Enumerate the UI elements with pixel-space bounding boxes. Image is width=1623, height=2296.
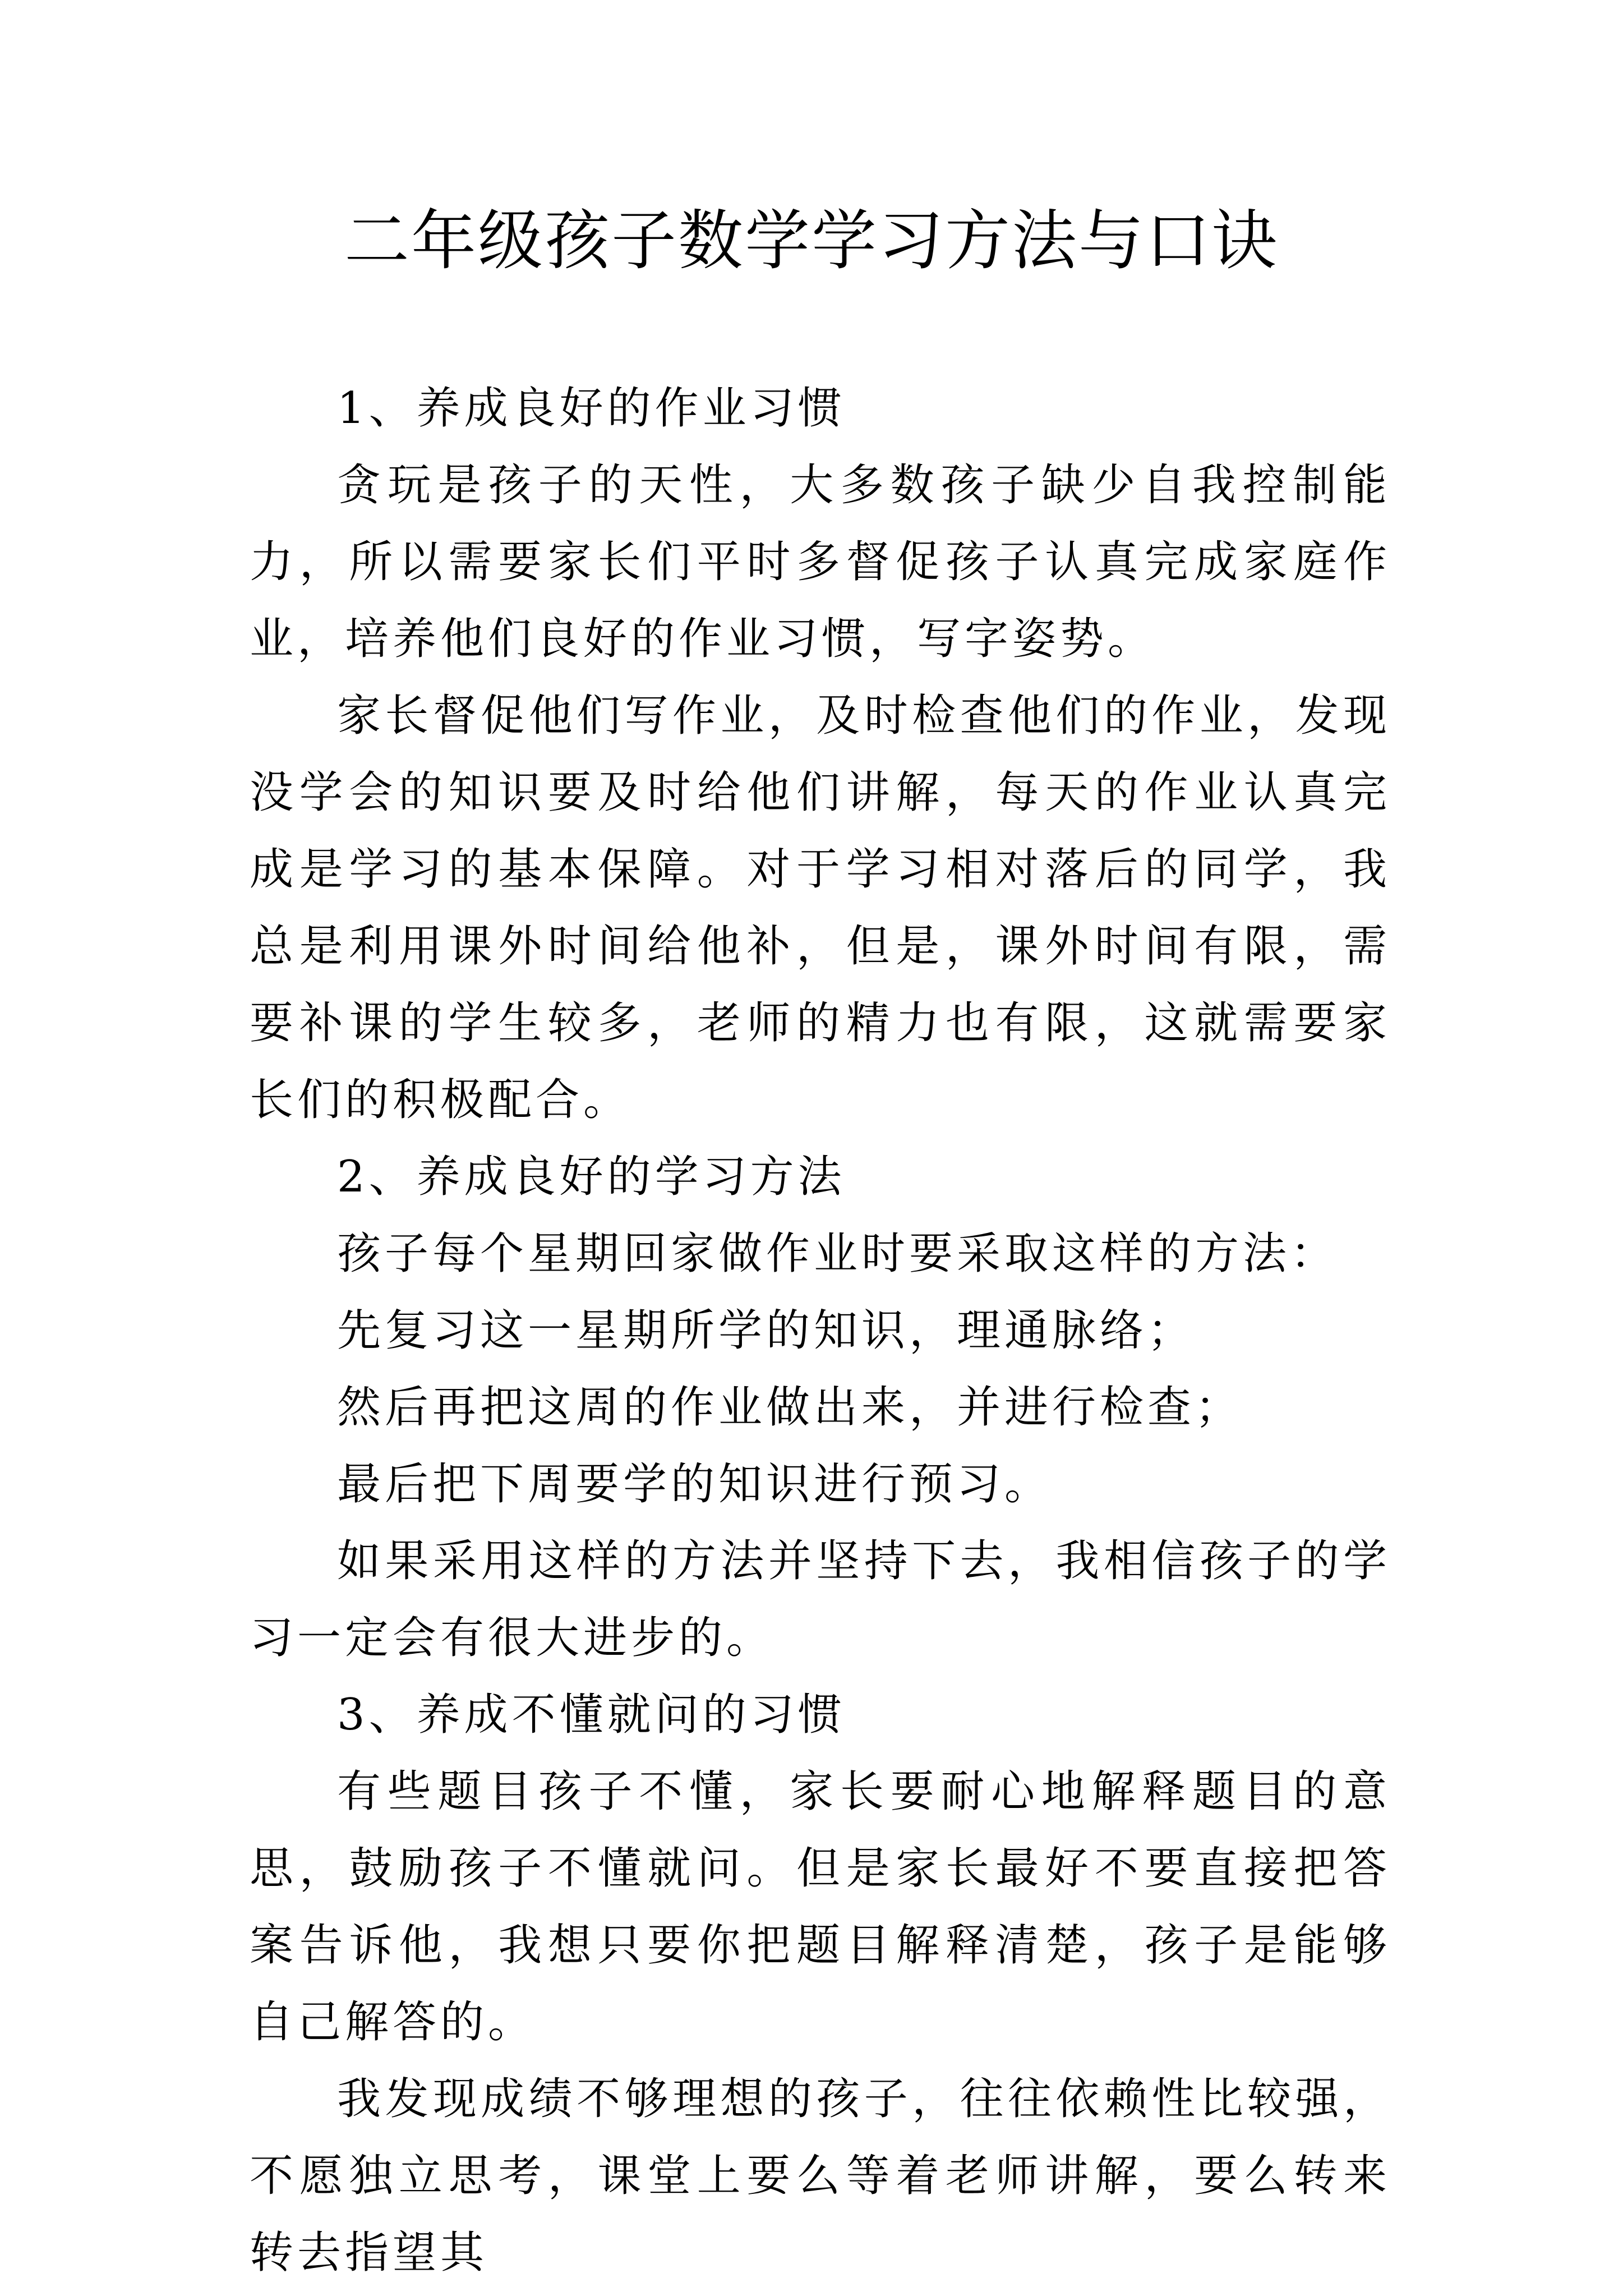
paragraph: 家长督促他们写作业，及时检查他们的作业，发现没学会的知识要及时给他们讲解，每天的作业认真完成是学习的基本保障。对于学习相对落后的同学，我总是利用课外时间给他补，但是，课外时间有限，需要补课的学生较多，老师的精力也有限，这就需要家长们的积极配合。	[250, 691, 1391, 1125]
paragraph: 孩子每个星期回家做作业时要采取这样的方法：	[337, 1228, 1339, 1279]
paragraph: 如果采用这样的方法并坚持下去，我相信孩子的学习一定会有很大进步的。	[250, 1536, 1391, 1663]
section-heading-2: 2、养成良好的学习方法	[337, 1152, 846, 1202]
document-title: 二年级孩子数学学习方法与口诀	[344, 203, 1279, 279]
document-body	[250, 370, 1391, 2292]
paragraph: 我发现成绩不够理想的孩子，往往依赖性比较强，不愿独立思考，课堂上要么等着老师讲解，要么转来转去指望其	[250, 2074, 1391, 2278]
section-heading-3: 3、养成不懂就问的习惯	[337, 1690, 846, 1740]
paragraph: 先复习这一星期所学的知识，理通脉络；	[337, 1305, 1196, 1356]
paragraph: 有些题目孩子不懂，家长要耐心地解释题目的意思，鼓励孩子不懂就问。但是家长最好不要直接把答案告诉他，我想只要你把题目解释清楚，孩子是能够自己解答的。	[250, 1766, 1391, 2047]
paragraph: 贪玩是孩子的天性，大多数孩子缺少自我控制能力，所以需要家长们平时多督促孩子认真完成家庭作业，培养他们良好的作业习惯，写字姿势。	[250, 460, 1391, 664]
section-heading-1: 1、养成良好的作业习惯	[337, 383, 846, 434]
paragraph: 然后再把这周的作业做出来，并进行检查；	[337, 1382, 1243, 1433]
paragraph: 最后把下周要学的知识进行预习。	[337, 1459, 1053, 1510]
